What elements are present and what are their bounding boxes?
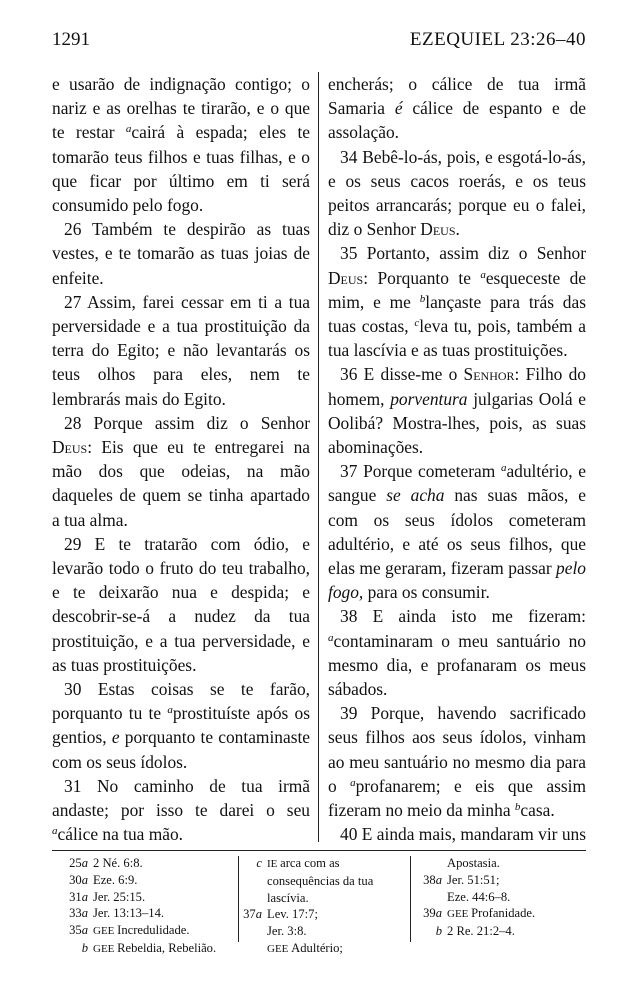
footnote-text[interactable]: Jer. 51:51; (447, 872, 500, 887)
verse-26: 26 Também te despirão as tuas vestes, e te tomarão as tuas joias de enfeite. (52, 219, 310, 288)
footnote-marker[interactable]: a (350, 776, 356, 789)
verse-30: 30 Estas coisas se te farão, porquanto tu te $^a$prostituíste após os gentios, e porquanto te contaminaste com os seus ídolos. (52, 679, 310, 772)
footnote-divider (52, 850, 586, 851)
footnotes-col-2 (226, 855, 398, 955)
footnote-marker[interactable]: c (414, 317, 420, 330)
footnote-text[interactable]: GEE Rebeldia, Rebelião. (93, 940, 217, 955)
small-caps-word: Senhor (463, 364, 515, 385)
footnote-marker[interactable]: a (52, 825, 58, 838)
small-caps-word: Deus (52, 437, 88, 458)
footnote-entry (52, 872, 224, 889)
footnote-text[interactable]: Eze. 6:9. (93, 872, 138, 887)
footnote-ref: 30a (69, 872, 88, 887)
footnote-entry: Eze. 44:6–8. (447, 889, 511, 904)
footnote-entry (406, 872, 578, 889)
footnote-ref: 37a (243, 907, 262, 922)
footnote-entry: Apostasia. (447, 856, 500, 870)
footnote-entry (52, 940, 224, 958)
italic-word: é (394, 98, 403, 119)
italic-word: e (111, 727, 120, 748)
footnote-entry: Jer. 3:8. (267, 924, 307, 939)
footnote-marker[interactable]: b (419, 292, 426, 305)
footnote-marker[interactable]: a (328, 631, 334, 644)
footnote-ref: 39a (423, 906, 442, 921)
verse-continuation: e usarão de indignação contigo; o nariz e as orelhas te tirarão, e o que te restar $^a$cairá à espada; eles te tomarão teus filhos e tuas filhas, e o que ficar por último em ti será consumido pelo fogo. (52, 74, 310, 216)
italic-word: porventura (390, 388, 468, 409)
footnote-marker[interactable]: b (514, 801, 521, 814)
footnote-ref: 31a (69, 889, 88, 904)
footnote-marker[interactable]: a (500, 462, 507, 475)
footnotes-col-3 (406, 855, 578, 955)
footnote-ref: 35a (69, 923, 88, 938)
verse-40: 40 E ainda mais, mandaram vir uns (340, 824, 586, 845)
verse-39: 39 Porque, havendo sacrificado seus filhos aos seus ídolos, vinham ao meu santuário no mesmo dia para o $^a$profanarem; e eis que assim fizeram no meio da minha $^b$casa. (328, 703, 586, 821)
footnote-text[interactable]: Lev. 17:7; (267, 907, 318, 922)
verse-29: 29 E te tratarão com ódio, e levarão todo o fruto do teu trabalho, e te deixarão nua e despida; e descobrir-se-á a nudez da tua prostituição, e a tua perversidade, e as tuas prostituições. (52, 533, 310, 675)
italic-word: se acha (386, 485, 445, 506)
small-caps-word: Deus (420, 219, 456, 240)
page-header (52, 28, 586, 52)
verse-28: 28 Porque assim diz o Senhor Deus: Eis que eu te entregarei na mão dos que odeias, na mão daqueles de quem se tinha apartado a tua alma. (52, 412, 310, 530)
footnote-ref: b (435, 924, 442, 939)
verse-31: 31 No caminho de tua irmã andaste; por isso te darei o seu $^a$cálice na tua mão. (52, 775, 310, 845)
verse-34: 34 Bebê-lo-ás, pois, e esgotá-lo-ás, e os seus cacos roerás, e os teus peitos arrancarás; porque eu o falei, diz o Senhor Deus. (328, 146, 586, 240)
footnote-marker[interactable]: a (167, 704, 173, 717)
footnote-ref: 38a (423, 872, 442, 887)
verse-continuation: encherás; o cálice de tua irmã Samaria é cálice de espanto e de assolação. (328, 74, 586, 143)
verse-27: 27 Assim, farei cessar em ti a tua perversidade e a tua prostituição da terra do Egito; e não levantarás os teus olhos para eles, nem te lembrarás mais do Egito. (52, 291, 310, 409)
footnote-text[interactable]: Jer. 25:15. (93, 889, 146, 904)
column-divider (318, 72, 319, 842)
footnote-entry (406, 905, 578, 923)
footnote-text[interactable]: GEE Profanidade. (447, 906, 536, 921)
footnote-text[interactable]: 2 Re. 21:2–4. (447, 924, 515, 939)
footnote-text[interactable]: Jer. 13:13–14. (93, 906, 165, 921)
footnote-ref: 33a (69, 906, 88, 921)
footnote-entry: GEE Adultério; (267, 940, 343, 955)
footnotes-col-1 (52, 855, 224, 955)
footnote-entry (226, 906, 398, 923)
footnote-entry (226, 855, 398, 906)
verse-35: 35 Portanto, assim diz o Senhor Deus: Porquanto te $^a$esqueceste de mim, e me $^b$lançaste para trás das tuas costas, $^c$leva tu, pois, também a tua lascívia e as tuas prostituições. (328, 243, 586, 361)
verse-32 (52, 847, 310, 849)
italic-word: pelo fogo, (328, 558, 586, 603)
footnote-entry (52, 889, 224, 906)
footnote-marker[interactable]: a (480, 268, 486, 281)
right-text-column (328, 72, 586, 848)
running-head: EZEQUIEL 23:26–40 (409, 29, 586, 50)
verse-37: 37 Porque cometeram $^a$adultério, e sangue se acha nas suas mãos, e com os seus ídolos cometeram adultério, e até os seus filhos, que elas me geraram, fizeram passar pelo fogo, para os consumir. (328, 461, 586, 603)
footnote-marker[interactable]: a (125, 123, 132, 136)
footnote-ref: c (256, 856, 262, 870)
verse-38: 38 E ainda isto me fizeram: $^a$contaminaram o meu santuário no mesmo dia, e profanaram os meus sábados. (328, 606, 586, 700)
footnote-entry (52, 905, 224, 922)
footnote-entry (52, 855, 224, 872)
footnote-entry (406, 923, 578, 940)
left-text-column (52, 72, 310, 848)
page-number: 1291 (52, 29, 90, 50)
footnote-text[interactable]: 2 Né. 6:8. (93, 856, 143, 870)
footnote-ref: b (81, 940, 88, 955)
footnote-text[interactable]: IE arca com as consequências da tua lascívia. (267, 856, 374, 905)
footnote-entry (52, 922, 224, 940)
footnote-ref: 25a (69, 856, 88, 870)
small-caps-word: Deus (328, 267, 364, 288)
verse-36: 36 E disse-me o Senhor: Filho do homem, porventura julgarias Oolá e Oolibá? Mostra-lhes, pois, as suas abominações. (328, 364, 586, 458)
footnote-text[interactable]: GEE Incredulidade. (93, 923, 190, 938)
